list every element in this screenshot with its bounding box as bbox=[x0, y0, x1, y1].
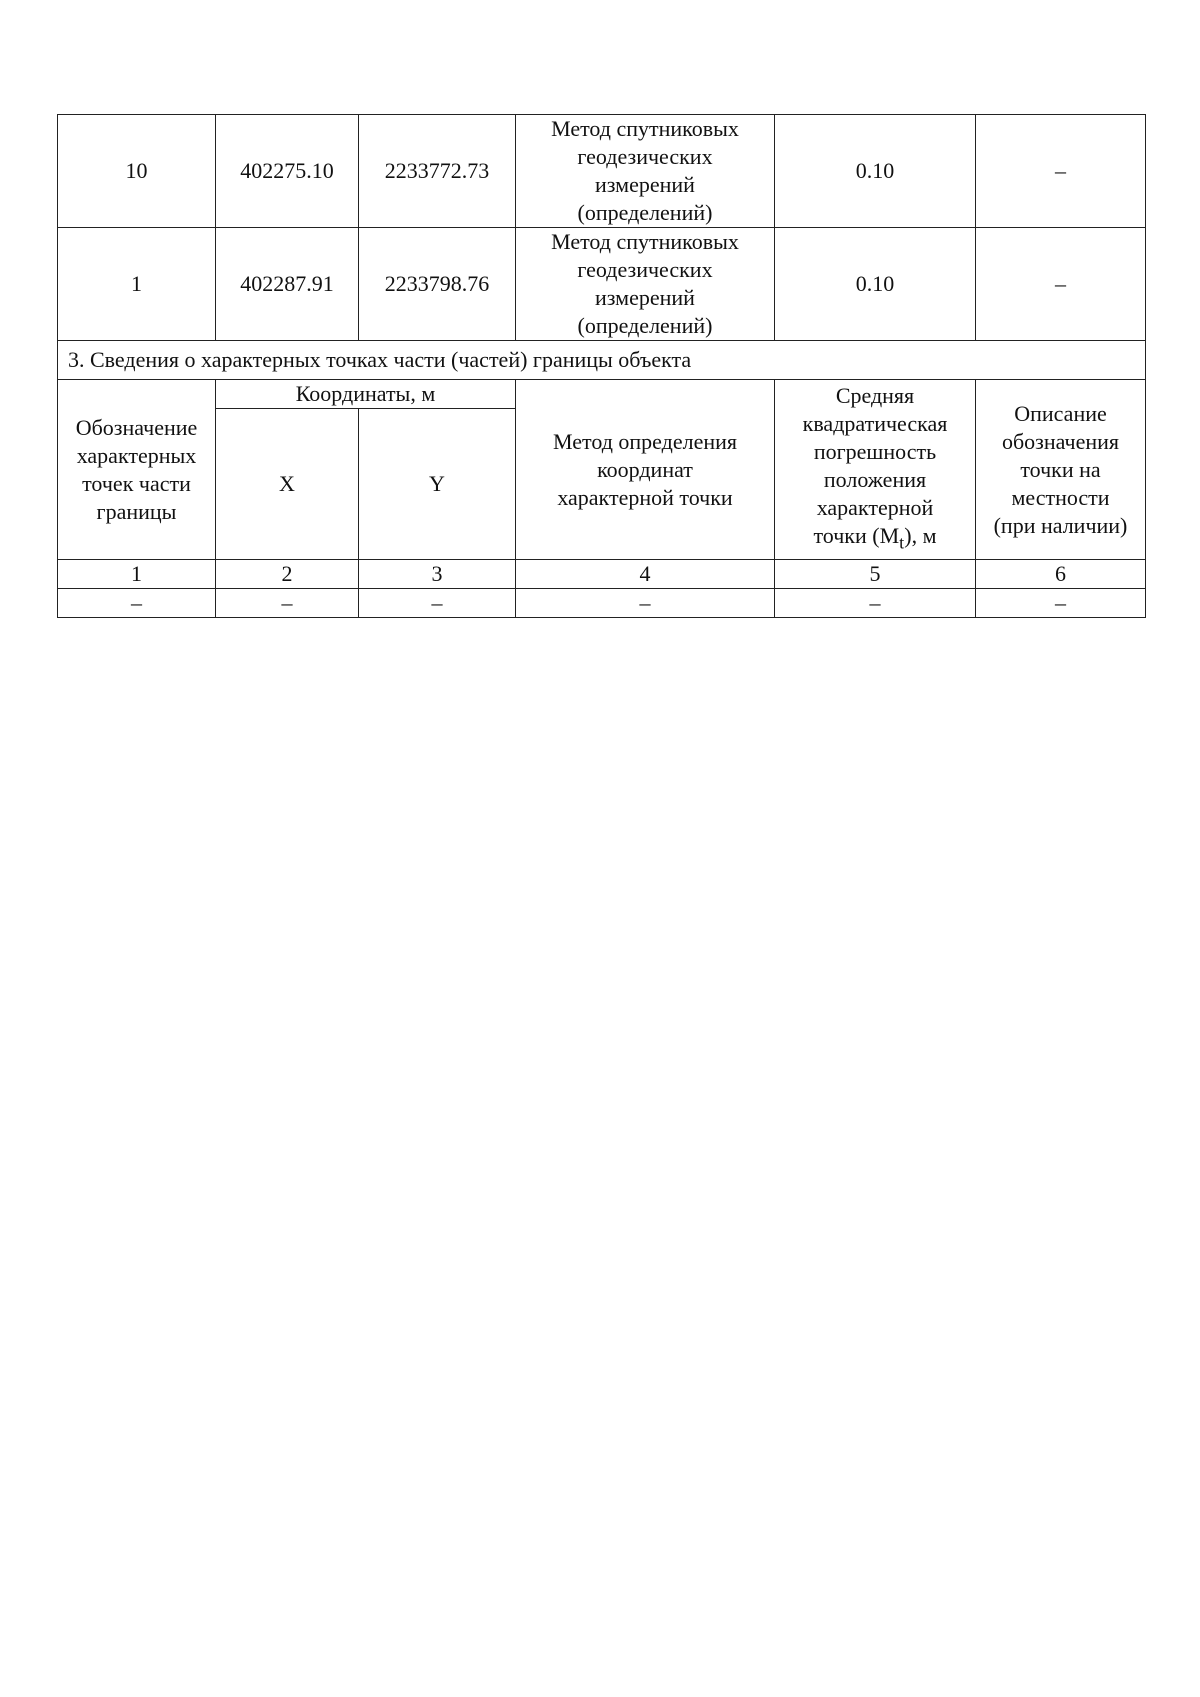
method-line: (определений) bbox=[577, 200, 713, 225]
point-number-cell: 1 bbox=[58, 228, 216, 341]
header-line: местности bbox=[1011, 484, 1110, 510]
accuracy-suffix: ), м bbox=[904, 523, 937, 549]
empty-cell: – bbox=[516, 589, 775, 618]
description-cell: – bbox=[976, 228, 1146, 341]
header-line: характерной bbox=[816, 495, 934, 521]
method-line: (определений) bbox=[577, 313, 713, 338]
boundary-points-table bbox=[57, 114, 1146, 618]
column-number: 1 bbox=[58, 560, 216, 589]
header-description bbox=[976, 380, 1146, 560]
empty-cell: – bbox=[359, 589, 516, 618]
header-line: Обозначение bbox=[75, 414, 198, 440]
header-line: (при наличии) bbox=[993, 512, 1128, 538]
header-line: координат bbox=[597, 456, 693, 482]
method-line: измерений bbox=[595, 285, 695, 310]
header-x: X bbox=[216, 409, 359, 560]
header-coordinates: Координаты, м bbox=[216, 380, 516, 409]
header-line: обозначения bbox=[1001, 428, 1120, 454]
column-number: 3 bbox=[359, 560, 516, 589]
header-y: Y bbox=[359, 409, 516, 560]
column-number: 2 bbox=[216, 560, 359, 589]
x-coordinate-cell: 402287.91 bbox=[216, 228, 359, 341]
header-method bbox=[516, 380, 775, 560]
accuracy-cell: 0.10 bbox=[775, 228, 976, 341]
header-line: точки на bbox=[1020, 456, 1101, 482]
header-line: квадратическая bbox=[802, 411, 948, 437]
table-row bbox=[58, 228, 1146, 341]
empty-cell: – bbox=[775, 589, 976, 618]
method-line: Метод спутниковых bbox=[551, 116, 739, 141]
method-cell bbox=[516, 228, 775, 341]
empty-cell: – bbox=[216, 589, 359, 618]
column-numbers-row bbox=[58, 560, 1146, 589]
header-line: границы bbox=[96, 498, 177, 524]
header-line: Метод определения bbox=[552, 428, 738, 454]
column-number: 5 bbox=[775, 560, 976, 589]
method-line: Метод спутниковых bbox=[551, 229, 739, 254]
method-line: геодезических bbox=[577, 257, 713, 282]
y-coordinate-cell: 2233772.73 bbox=[359, 115, 516, 228]
accuracy-cell: 0.10 bbox=[775, 115, 976, 228]
x-coordinate-cell: 402275.10 bbox=[216, 115, 359, 228]
empty-cell: – bbox=[976, 589, 1146, 618]
empty-cell: – bbox=[58, 589, 216, 618]
header-line: Описание bbox=[1014, 400, 1107, 426]
accuracy-prefix: точки (M bbox=[813, 523, 900, 549]
y-coordinate-cell: 2233798.76 bbox=[359, 228, 516, 341]
header-line: характерных bbox=[76, 442, 197, 468]
header-designation bbox=[58, 380, 216, 560]
table-row bbox=[58, 115, 1146, 228]
column-number: 6 bbox=[976, 560, 1146, 589]
header-line: погрешность bbox=[813, 439, 937, 465]
section-title-row bbox=[58, 341, 1146, 380]
header-accuracy bbox=[775, 380, 976, 560]
table-row bbox=[58, 589, 1146, 618]
column-number: 4 bbox=[516, 560, 775, 589]
method-line: геодезических bbox=[577, 144, 713, 169]
header-line bbox=[779, 522, 971, 556]
header-line: точек части bbox=[82, 470, 191, 496]
description-cell: – bbox=[976, 115, 1146, 228]
section-3-title: 3. Сведения о характерных точках части (частей) границы объекта bbox=[58, 341, 1146, 380]
method-cell bbox=[516, 115, 775, 228]
header-line: Средняя bbox=[835, 383, 915, 409]
accuracy-subscript: t bbox=[899, 532, 905, 553]
header-line: характерной точки bbox=[557, 484, 733, 510]
point-number-cell: 10 bbox=[58, 115, 216, 228]
header-line: положения bbox=[823, 467, 927, 493]
header-row bbox=[58, 380, 1146, 409]
method-line: измерений bbox=[595, 172, 695, 197]
